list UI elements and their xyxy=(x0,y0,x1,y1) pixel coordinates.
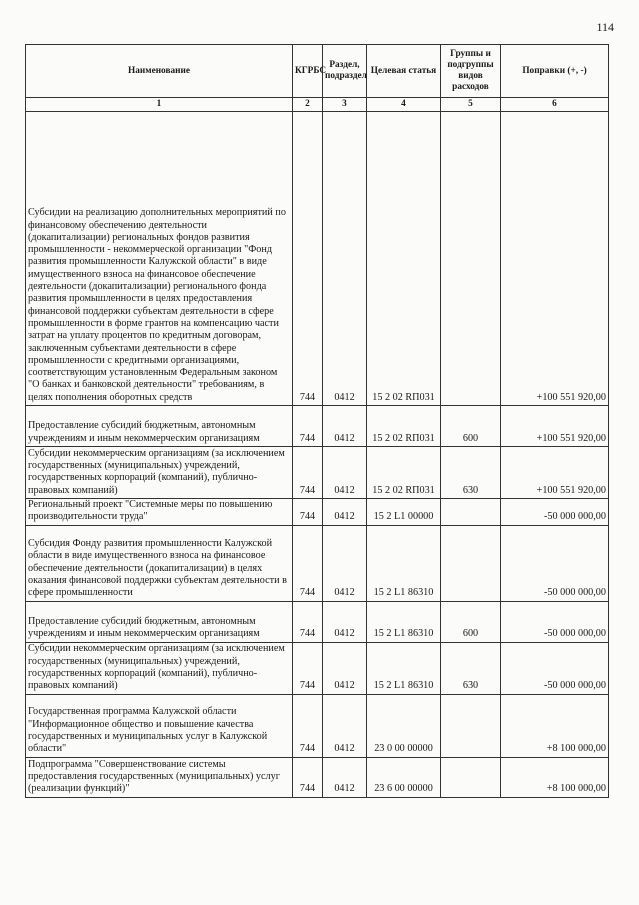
row-kgrbs: 744 xyxy=(293,112,323,406)
row-section: 0412 xyxy=(323,694,367,757)
table-row xyxy=(26,757,609,797)
row-group xyxy=(441,112,501,406)
column-number-row xyxy=(26,98,609,112)
row-section: 0412 xyxy=(323,112,367,406)
row-article: 15 2 02 RП031 xyxy=(367,112,441,406)
row-article: 15 2 L1 86310 xyxy=(367,601,441,642)
row-kgrbs: 744 xyxy=(293,757,323,797)
column-number: 3 xyxy=(323,98,367,112)
row-group xyxy=(441,499,501,526)
table-row xyxy=(26,499,609,526)
header-kgrbs: КГРБС xyxy=(293,45,323,98)
row-section: 0412 xyxy=(323,601,367,642)
header-groups: Группы и подгруппы видов расходов xyxy=(441,45,501,98)
row-section: 0412 xyxy=(323,499,367,526)
row-section: 0412 xyxy=(323,642,367,694)
column-number: 1 xyxy=(26,98,293,112)
budget-table xyxy=(25,44,609,798)
row-name: Субсидии некоммерческим организациям (за исключением государственных (муниципальных) учреждений, государственных корпораций (компаний), публично-правовых компаний) xyxy=(26,642,293,694)
header-name: Наименование xyxy=(26,45,293,98)
table-row xyxy=(26,642,609,694)
header-row xyxy=(26,45,609,98)
row-kgrbs: 744 xyxy=(293,447,323,499)
row-name: Субсидии на реализацию дополнительных мероприятий по финансовому обеспечению деятельности (докапитализации) региональных фондов развития промышленности - некоммерческой организации "Фонд развития промышленности Калужской области" в виде имущественного взноса на финансовое обеспечение деятельности (докапитализации) регионального фонда развития промышленности в целях предоставления финансовой поддержки субъектам деятельности в сфере промышленности в форме грантов на компенсацию части затрат на уплату процентов по кредитным договорам, заключенным субъектами деятельности в сфере промышленности с кредитными организациями, соответствующим установленным Федеральным законом "О банках и банковской деятельности" требованиям, в целях пополнения оборотных средств xyxy=(26,112,293,406)
row-group: 630 xyxy=(441,642,501,694)
column-number: 6 xyxy=(501,98,609,112)
row-group xyxy=(441,694,501,757)
column-number: 2 xyxy=(293,98,323,112)
row-amount: -50 000 000,00 xyxy=(501,601,609,642)
row-group: 630 xyxy=(441,447,501,499)
row-section: 0412 xyxy=(323,525,367,601)
header-amendments: Поправки (+, -) xyxy=(501,45,609,98)
table-row xyxy=(26,406,609,447)
row-name: Государственная программа Калужской области "Информационное общество и повышение качества государственных и муниципальных услуг в Калужской области" xyxy=(26,694,293,757)
row-section: 0412 xyxy=(323,406,367,447)
row-section: 0412 xyxy=(323,757,367,797)
row-kgrbs: 744 xyxy=(293,601,323,642)
table-row xyxy=(26,112,609,406)
row-article: 15 2 02 RП031 xyxy=(367,447,441,499)
row-group: 600 xyxy=(441,601,501,642)
row-group xyxy=(441,525,501,601)
table-row xyxy=(26,525,609,601)
row-kgrbs: 744 xyxy=(293,406,323,447)
row-amount: -50 000 000,00 xyxy=(501,525,609,601)
row-article: 23 0 00 00000 xyxy=(367,694,441,757)
row-name: Подпрограмма "Совершенствование системы предоставления государственных (муниципальных) услуг (реализации функций)" xyxy=(26,757,293,797)
row-name: Предоставление субсидий бюджетным, автономным учреждениям и иным некоммерческим организациям xyxy=(26,601,293,642)
row-amount: +8 100 000,00 xyxy=(501,757,609,797)
row-group xyxy=(441,757,501,797)
header-article: Целевая статья xyxy=(367,45,441,98)
row-section: 0412 xyxy=(323,447,367,499)
row-name: Региональный проект "Системные меры по повышению производительности труда" xyxy=(26,499,293,526)
row-amount: -50 000 000,00 xyxy=(501,499,609,526)
row-article: 15 2 02 RП031 xyxy=(367,406,441,447)
table-row xyxy=(26,601,609,642)
row-article: 15 2 L1 86310 xyxy=(367,642,441,694)
row-amount: +100 551 920,00 xyxy=(501,447,609,499)
row-amount: -50 000 000,00 xyxy=(501,642,609,694)
row-article: 15 2 L1 86310 xyxy=(367,525,441,601)
row-group: 600 xyxy=(441,406,501,447)
row-amount: +100 551 920,00 xyxy=(501,406,609,447)
table-row xyxy=(26,447,609,499)
page-number: 114 xyxy=(596,20,614,34)
row-kgrbs: 744 xyxy=(293,525,323,601)
row-kgrbs: 744 xyxy=(293,694,323,757)
row-article: 15 2 L1 00000 xyxy=(367,499,441,526)
row-name: Субсидии некоммерческим организациям (за исключением государственных (муниципальных) учреждений, государственных корпораций (компаний), публично-правовых компаний) xyxy=(26,447,293,499)
row-name: Предоставление субсидий бюджетным, автономным учреждениям и иным некоммерческим организациям xyxy=(26,406,293,447)
row-kgrbs: 744 xyxy=(293,642,323,694)
header-section: Раздел, подраздел xyxy=(323,45,367,98)
row-article: 23 6 00 00000 xyxy=(367,757,441,797)
row-name: Субсидия Фонду развития промышленности Калужской области в виде имущественного взноса на финансовое обеспечение деятельности (докапитализации) в целях оказания финансовой поддержки субъектам деятельности в сфере промышленности xyxy=(26,525,293,601)
row-amount: +100 551 920,00 xyxy=(501,112,609,406)
table-row xyxy=(26,694,609,757)
row-kgrbs: 744 xyxy=(293,499,323,526)
column-number: 4 xyxy=(367,98,441,112)
row-amount: +8 100 000,00 xyxy=(501,694,609,757)
column-number: 5 xyxy=(441,98,501,112)
